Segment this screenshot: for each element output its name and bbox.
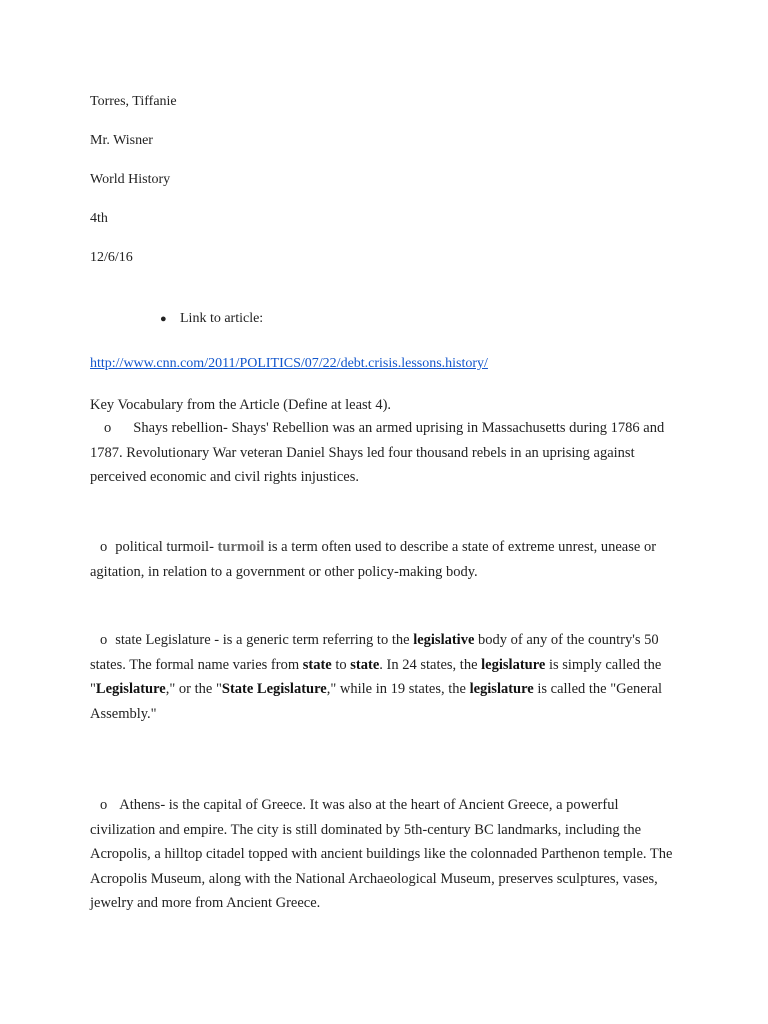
- date: 12/6/16: [90, 250, 133, 265]
- vocab-athens-text: Athens- is the capital of Greece. It was also at the heart of Ancient Greece, a powerful civilization and empire. The city is still dominated by 5th-century BC landmarks, including the Acropolis, a hilltop citadel topped with ancient buildings like the colonnaded Parthenon temple. The Acropolis Museum, along with the National Archaeological Museum, preserves sculptures, vases, jewelry and more from Ancient Greece.: [90, 797, 673, 911]
- subject: World History: [90, 172, 171, 187]
- vocab-item-legislature: [90, 628, 680, 726]
- link-label: Link to article:: [180, 311, 264, 326]
- leg-bold-5: Legislature: [95, 681, 166, 697]
- leg-bold-4: legislature: [481, 656, 546, 673]
- leg-text-2: body of any of the country's 50 states. The formal name varies from: [90, 632, 659, 673]
- bullet-icon: ●: [160, 313, 167, 325]
- leg-text-8: is called the "General Assembly.": [90, 681, 663, 722]
- class-period: 4th: [90, 211, 108, 226]
- vocab-turmoil-term: turmoil: [217, 539, 265, 555]
- vocab-turmoil-rest: is a term often used to describe a state of extreme unrest, unease or agitation, in relation to a government or other policy-making body.: [90, 539, 657, 580]
- leg-bold-6: State Legislature: [221, 681, 327, 697]
- leg-bold-2: state: [302, 656, 332, 673]
- leg-text-6: ," or the ": [165, 681, 222, 697]
- student-name: Torres, Tiffanie: [90, 94, 177, 109]
- vocab-item-shays: [90, 416, 680, 490]
- leg-text-7: ," while in 19 states, the: [326, 681, 470, 697]
- link-bullet-item: [160, 310, 263, 328]
- bullet-marker: o: [104, 420, 112, 436]
- leg-bold-7: legislature: [469, 681, 534, 697]
- bullet-marker: o: [100, 539, 108, 555]
- vocab-item-turmoil: [90, 535, 680, 584]
- teacher-name: Mr. Wisner: [90, 133, 153, 148]
- bullet-marker: o: [100, 632, 108, 648]
- leg-text-4: . In 24 states, the: [379, 656, 482, 673]
- vocab-heading: Key Vocabulary from the Article (Define at least 4).: [90, 397, 392, 413]
- leg-bold-3: state: [350, 656, 380, 673]
- article-link[interactable]: http://www.cnn.com/2011/POLITICS/07/22/debt.crisis.lessons.history/: [90, 356, 488, 371]
- leg-text-3: to: [331, 656, 351, 673]
- bullet-marker: o: [100, 797, 108, 813]
- vocab-turmoil-prefix: political turmoil-: [115, 539, 218, 555]
- vocab-item-athens: [90, 793, 680, 916]
- vocab-shays-text: Shays rebellion- Shays' Rebellion was an armed uprising in Massachusetts during 1786 and 1787. Revolutionary War veteran Daniel Shays led four thousand rebels in an uprising against perceived economic and civil rights injustices.: [90, 420, 665, 485]
- leg-text-1: state Legislature - is a generic term referring to the: [115, 632, 414, 648]
- leg-bold-1: legislative: [413, 632, 475, 648]
- leg-text-5: is simply called the ": [90, 656, 662, 697]
